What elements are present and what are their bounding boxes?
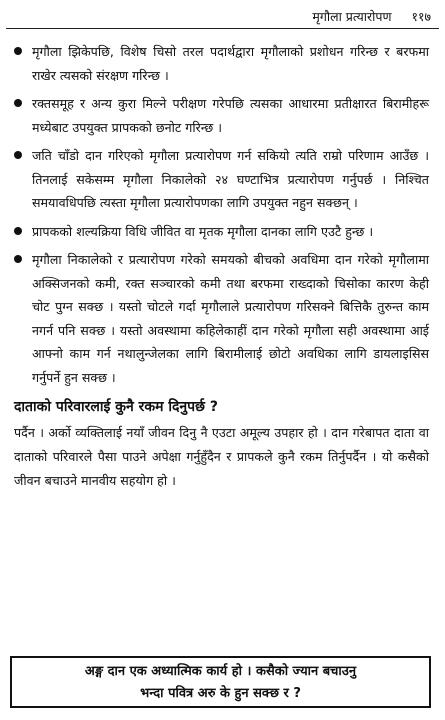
bullet-text: रक्तसमूह र अन्य कुरा मिल्ने परीक्षण गरेपछि त्यसका आधारमा प्रतीक्षारत बिरामीहरू मध्येबाट उपयुक्त प्रापकको छनोट गरिन्छ । [32, 96, 429, 135]
bullet-text: प्रापकको शल्यक्रिया विधि जीवित वा मृतक मृगौला दानका लागि एउटै हुन्छ । [32, 223, 374, 239]
bullet-item [14, 92, 429, 139]
running-header [312, 8, 431, 25]
callout-box [10, 656, 431, 708]
running-header-title: मृगौला प्रत्यारोपण [312, 9, 392, 24]
bullet-item [14, 248, 429, 389]
bullet-dot-icon [14, 151, 22, 159]
page-body [14, 40, 429, 493]
bullet-text: मृगौला झिकेपछि, विशेष चिसो तरल पदार्थद्वारा मृगौलाको प्रशोधन गरिन्छ र बरफमा राखेर त्यसको संरक्षण गरिन्छ । [32, 44, 429, 83]
page-number: ११७ [411, 9, 431, 24]
bullet-dot-icon [14, 47, 22, 55]
header-rule [6, 28, 439, 29]
bullet-list [14, 40, 429, 389]
bullet-dot-icon [14, 255, 22, 263]
bullet-item [14, 40, 429, 87]
bullet-dot-icon [14, 227, 22, 235]
bullet-item [14, 144, 429, 215]
callout-line-1: अङ्ग दान एक अध्यात्मिक कार्य हो । कसैको ज्यान बचाउनु [84, 664, 357, 679]
bullet-item [14, 220, 429, 244]
bullet-dot-icon [14, 99, 22, 107]
section-question-heading: दाताको परिवारलाई कुनै रकम दिनुपर्छ ? [14, 399, 218, 415]
bullet-text: जति चाँडो दान गरिएको मृगौला प्रत्यारोपण गर्न सकियो त्यति राम्रो परिणाम आउँछ । तिनलाई सकेसम्म मृगौला निकालेको २४ घण्टाभित्र प्रत्यारोपण गर्नुपर्छ । निश्चित समयावधिपछि त्यस्ता मृगौला प्रत्यारोपणका लागि उपयुक्त नहुन सक्छन् । [32, 148, 429, 210]
callout-line-2: भन्दा पवित्र अरु के हुन सक्छ र ? [140, 686, 301, 701]
answer-paragraph: पर्दैन । अर्को व्यक्तिलाई नयाँ जीवन दिनु नै एउटा अमूल्य उपहार हो । दान गरेबापत दाता वा दाताको परिवारले पैसा पाउने अपेक्षा गर्नुहुँदैन र प्रापकले कुनै रकम तिर्नुपर्दैन । यो कसैको जीवन बचाउने मानवीय सहयोग हो । [14, 425, 429, 488]
bullet-text: मृगौला निकालेको र प्रत्यारोपण गरेको समयको बीचको अवधिमा दान गरेको मृगौलामा अक्सिजनको कमी, रक्त सञ्चारको कमी तथा बरफमा राख्दाको चिसोका कारण केही चोट पुग्न सक्छ । यस्तो चोटले गर्दा मृगौलाले प्रत्यारोपण गरिसक्ने बित्तिकै तुरुन्त काम नगर्न पनि सक्छ । यस्तो अवस्थामा कहिलेकाहीं दान गरेको मृगौला सही अवस्थामा आई आफ्नो काम गर्न नथालुन्जेलका लागि बिरामीलाई छोटो अवधिका लागि डायलाइसिस गर्नुपर्ने हुन सक्छ । [32, 252, 429, 385]
